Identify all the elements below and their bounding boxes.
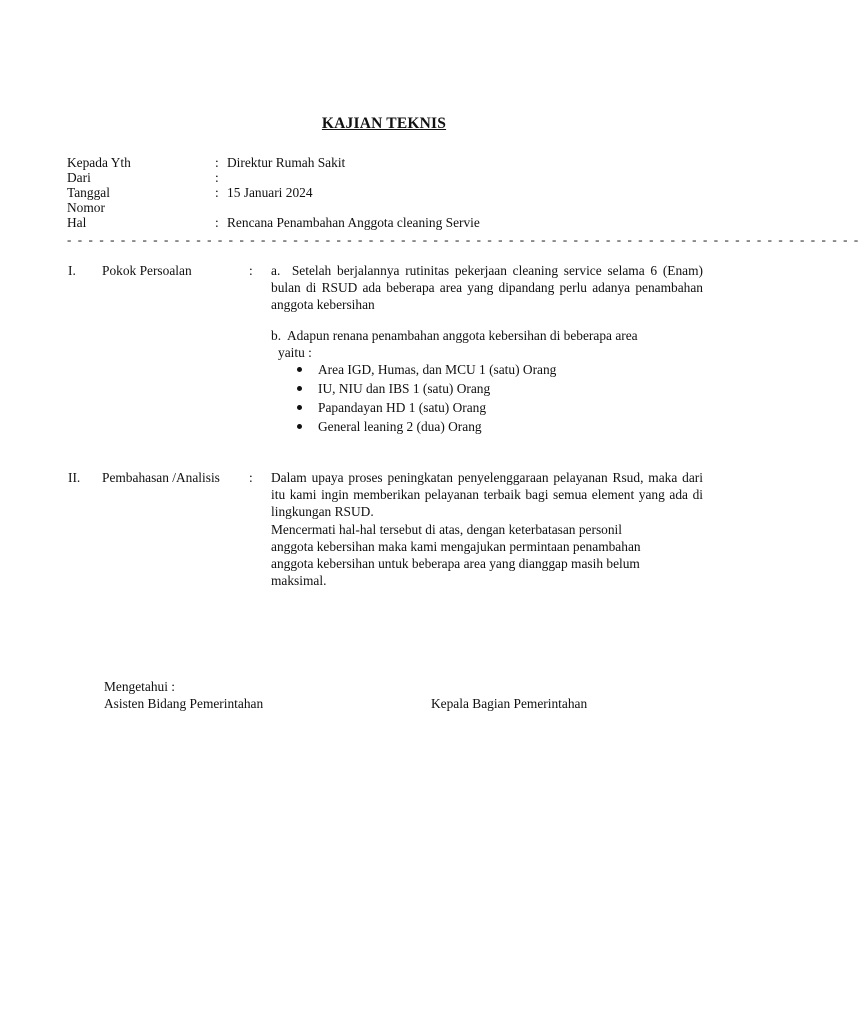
list-item: Area IGD, Humas, dan MCU 1 (satu) Orang	[296, 361, 556, 380]
header-row-subject	[67, 215, 707, 230]
list-item: Papandayan HD 1 (satu) Orang	[296, 399, 556, 418]
document-title: KAJIAN TEKNIS	[321, 115, 447, 132]
paragraph-line: maksimal.	[271, 573, 327, 588]
section-2-number: II.	[68, 470, 81, 485]
section-1-number: I.	[68, 263, 76, 278]
header-label: Dari	[67, 170, 91, 185]
item-b-text: Adapun renana penambahan anggota kebersihan di beberapa area	[287, 328, 638, 343]
item-b-text-cont: yaitu :	[278, 345, 312, 360]
header-colon: :	[215, 170, 219, 185]
header-row-number	[67, 200, 707, 215]
dashed-divider: - - - - - - - - - - - - - - - - - - - - - - - - - - - - - - - - - - - - - - - - - - - - - - - - - - - - - - - - - - - - - - - - - - - - - - - - - -	[67, 232, 860, 247]
item-b-marker: b.	[271, 328, 282, 343]
header-row-from	[67, 170, 707, 185]
section-2-colon: :	[249, 470, 253, 485]
paragraph-line: anggota kebersihan maka kami mengajukan permintaan penambahan	[271, 539, 641, 554]
section-1-title: Pokok Persoalan	[102, 263, 192, 278]
section-1-item-a	[271, 262, 703, 313]
section-2-paragraph-1: Dalam upaya proses peningkatan penyelenggaraan pelayanan Rsud, maka dari itu kami ingin memberikan pelayanan terbaik bagi semua element yang ada di lingkungan RSUD.	[271, 470, 703, 519]
header-value: Rencana Penambahan Anggota cleaning Servie	[227, 215, 480, 230]
acknowledged-label: Mengetahui :	[104, 679, 176, 694]
item-a-marker: a.	[271, 263, 281, 278]
section-2-paragraph-2	[271, 521, 703, 589]
section-1-item-b	[271, 327, 703, 361]
section-2-title: Pembahasan /Analisis	[102, 470, 220, 485]
header-colon: :	[215, 155, 219, 170]
header-row-date	[67, 185, 707, 200]
signer-left-title: Asisten Bidang Pemerintahan	[104, 696, 264, 711]
signer-right-title: Kepala Bagian Pemerintahan	[431, 696, 588, 711]
header-label: Tanggal	[67, 185, 110, 200]
header-label: Hal	[67, 215, 87, 230]
section-1-colon: :	[249, 263, 253, 278]
header-value: 15 Januari 2024	[227, 185, 313, 200]
list-item: General leaning 2 (dua) Orang	[296, 418, 556, 437]
item-a-text: Setelah berjalannya rutinitas pekerjaan cleaning service selama 6 (Enam) bulan di RSUD ada beberapa area yang dipandang perlu adanya penambahan anggota kebersihan	[271, 263, 704, 312]
header-colon: :	[215, 215, 219, 230]
header-label: Nomor	[67, 200, 105, 215]
area-bullet-list	[296, 361, 556, 437]
header-label: Kepada Yth	[67, 155, 131, 170]
paragraph-line: anggota kebersihan untuk beberapa area yang dianggap masih belum	[271, 556, 640, 571]
paragraph-line: Mencermati hal-hal tersebut di atas, dengan keterbatasan personil	[271, 522, 622, 537]
list-item: IU, NIU dan IBS 1 (satu) Orang	[296, 380, 556, 399]
header-value: Direktur Rumah Sakit	[227, 155, 346, 170]
header-row-recipient	[67, 155, 707, 170]
header-colon: :	[215, 185, 219, 200]
